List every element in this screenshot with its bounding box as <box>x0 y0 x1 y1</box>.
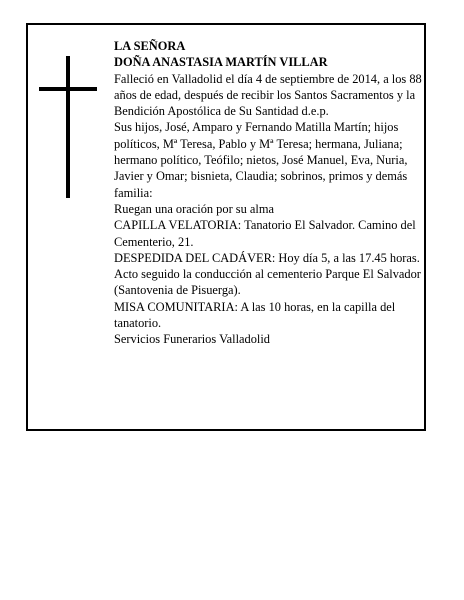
cross-vertical-bar <box>66 56 70 198</box>
chapel-info: CAPILLA VELATORIA: Tanatorio El Salvador. Camino del Cementerio, 21. <box>114 218 416 249</box>
obituary-notice <box>26 23 426 431</box>
funeral-services: Servicios Funerarios Valladolid <box>114 332 271 347</box>
prayer-request: Ruegan una oración por su alma <box>114 201 274 216</box>
obituary-text <box>114 38 422 348</box>
notice-title: LA SEÑORA <box>114 39 186 53</box>
farewell-info: DESPEDIDA DEL CADÁVER: Hoy día 5, a las 17.45 horas. Acto seguido la conducción al cementerio Parque El Salvador (Santovenia de Pisuerga). <box>114 250 421 298</box>
death-announcement: Falleció en Valladolid el día 4 de septiembre de 2014, a los 88 años de edad, después de recibir los Santos Sacramentos y la Bendición Apostólica de Su Santidad d.e.p. <box>114 71 422 119</box>
family-list: Sus hijos, José, Amparo y Fernando Matilla Martín; hijos políticos, Mª Teresa, Pablo y Mª Teresa; hermana, Juliana; hermano político, Teófilo; nietos, José Manuel, Eva, Nuria, Javier y Omar; bisnieta, Claudia; sobrinos, primos y demás familia: <box>114 120 408 200</box>
deceased-name: DOÑA ANASTASIA MARTÍN VILLAR <box>114 55 328 70</box>
mass-info: MISA COMUNITARIA: A las 10 horas, en la capilla del tanatorio. <box>114 299 396 331</box>
cross-horizontal-bar <box>39 87 97 91</box>
